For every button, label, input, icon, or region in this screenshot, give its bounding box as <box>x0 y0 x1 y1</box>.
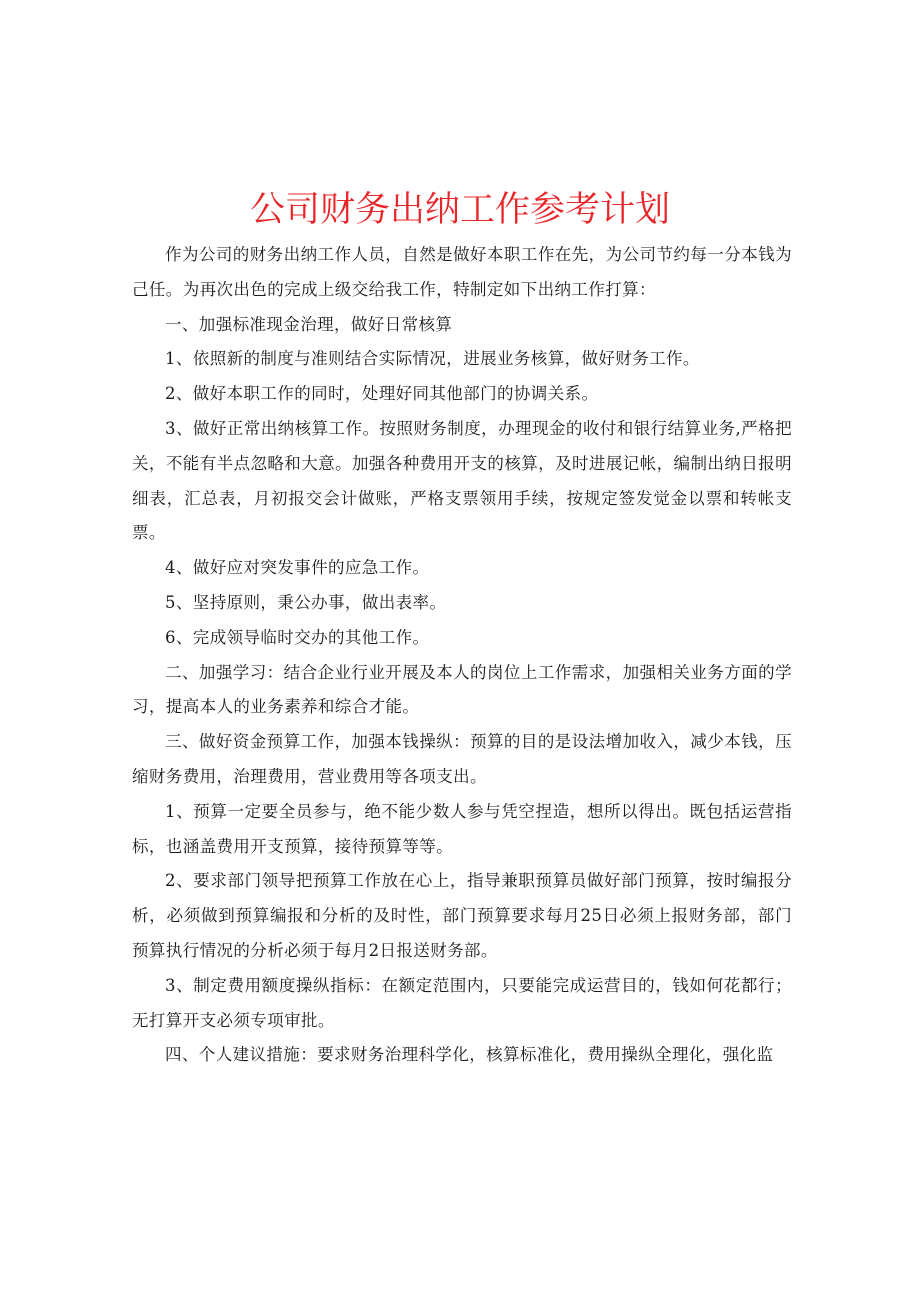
section-heading-2: 二、加强学习：结合企业行业开展及本人的岗位上工作需求，加强相关业务方面的学习，提高本人的业务素养和综合才能。 <box>132 662 792 717</box>
list-item-1-4: 4、做好应对突发事件的应急工作。 <box>165 558 430 578</box>
list-item-1-3: 3、做好正常出纳核算工作。按照财务制度，办理现金的收付和银行结算业务,严格把关，不能有半点忽略和大意。加强各种费用开支的核算，及时进展记帐，编制出纳日报明细表，汇总表，月初报交会计做账，严格支票领用手续，按规定签发觉金以票和转帐支票。 <box>132 418 792 543</box>
document-body <box>132 238 792 1073</box>
list-item-1-6: 6、完成领导临时交办的其他工作。 <box>165 627 430 647</box>
document-title: 公司财务出纳工作参考计划 <box>249 190 670 230</box>
list-item-3-3: 3、制定费用额度操纵指标：在额定范围内，只要能完成运营目的，钱如何花都行；无打算开支必须专项审批。 <box>132 975 792 1030</box>
section-heading-1: 一、加强标准现金治理，做好日常核算 <box>165 314 453 334</box>
list-item-3-2: 2、要求部门领导把预算工作放在心上，指导兼职预算员做好部门预算，按时编报分析，必须做到预算编报和分析的及时性，部门预算要求每月25日必须上报财务部，部门预算执行情况的分析必须于每月2日报送财务部。 <box>132 871 792 960</box>
section-heading-4: 四、个人建议措施：要求财务治理科学化，核算标准化，费用操纵全理化，强化监 <box>165 1045 774 1065</box>
section-heading-3: 三、做好资金预算工作，加强本钱操纵：预算的目的是设法增加收入，减少本钱，压缩财务费用，治理费用，营业费用等各项支出。 <box>132 732 792 786</box>
list-item-3-1: 1、预算一定要全员参与，绝不能少数人参与凭空捏造，想所以得出。既包括运营指标，也涵盖费用开支预算，接待预算等等。 <box>132 801 792 856</box>
paragraph-intro: 作为公司的财务出纳工作人员，自然是做好本职工作在先，为公司节约每一分本钱为己任。为再次出色的完成上级交给我工作，特制定如下出纳工作打算： <box>132 245 792 299</box>
list-item-1-5: 5、坚持原则，秉公办事，做出表率。 <box>165 592 447 612</box>
list-item-1-1: 1、依照新的制度与准则结合实际情况，进展业务核算，做好财务工作。 <box>165 349 700 369</box>
list-item-1-2: 2、做好本职工作的同时，处理好同其他部门的协调关系。 <box>165 384 599 404</box>
